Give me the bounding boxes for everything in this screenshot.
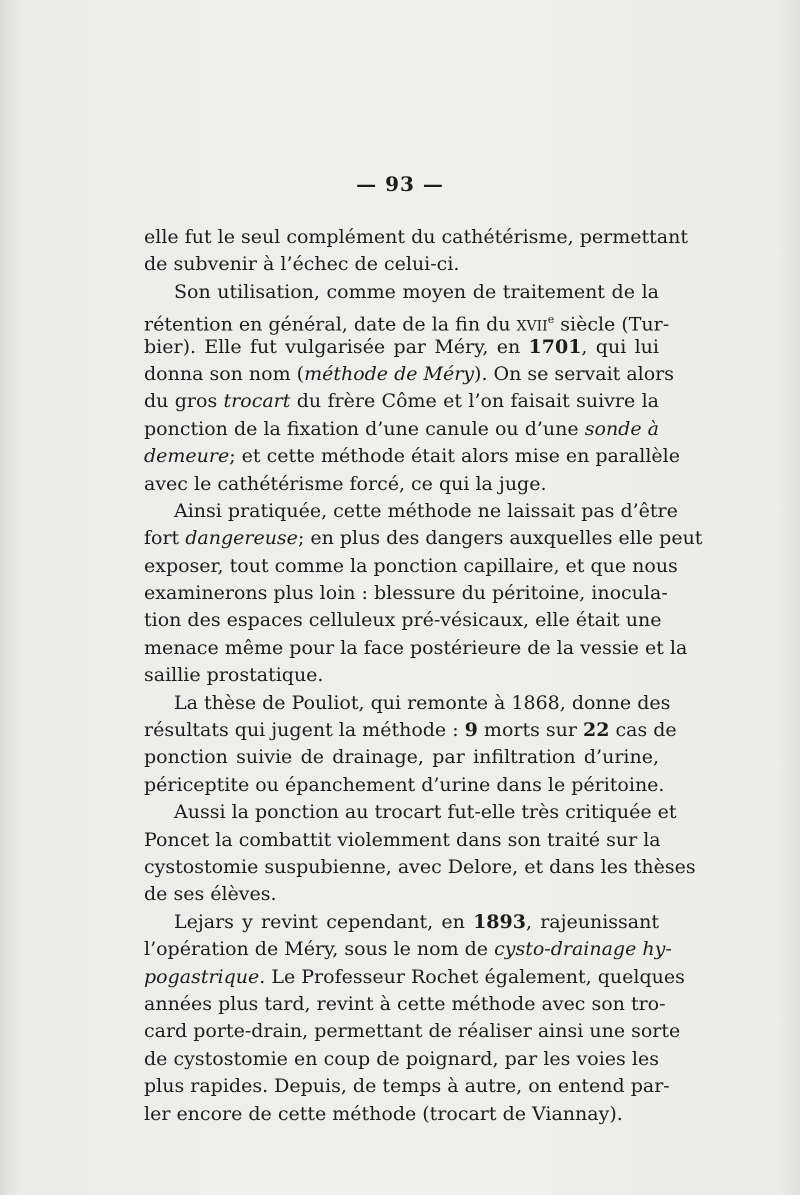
text-segment: 22 [583, 719, 610, 742]
text-segment: bier). Elle fut vulgarisée par Méry, en [144, 335, 529, 358]
text-line [144, 388, 659, 415]
text-segment: e [547, 313, 555, 327]
text-segment: du gros [144, 390, 224, 413]
text-segment: 1701 [528, 335, 582, 358]
text-segment: 1893 [473, 910, 526, 933]
text-line [144, 799, 677, 826]
text-segment: périceptite ou épanchement d’urine dans le péritoine. [144, 773, 665, 796]
text-line [144, 1073, 670, 1100]
text-segment: l’opération de Méry, sous le nom de [144, 938, 495, 961]
text-line [144, 306, 670, 336]
text-line [144, 827, 659, 854]
text-line [144, 964, 685, 991]
text-line [144, 607, 662, 634]
text-segment: examinerons plus loin : blessure du péritoine, inocula- [144, 582, 668, 605]
text-line [144, 224, 688, 251]
text-line [144, 635, 688, 662]
text-segment: ; en plus des dangers auxquelles elle peut [297, 527, 703, 550]
text-segment: tion des espaces celluleux pré-vésicaux, elle était une [144, 609, 662, 632]
text-line [144, 881, 659, 908]
text-line [144, 1046, 659, 1073]
text-line [144, 498, 678, 525]
text-segment: , rajeunissant [525, 910, 659, 933]
text-segment: elle fut le seul complément du cathétérisme, permettant [144, 226, 688, 248]
text-line [144, 1018, 681, 1045]
text-line [144, 279, 659, 306]
text-segment: dangereuse [185, 527, 298, 550]
text-segment: Son utilisation, comme moyen de traitement de la [174, 280, 659, 303]
text-segment: XVII [516, 318, 548, 335]
text-line [144, 361, 674, 388]
text-line [144, 580, 668, 607]
text-segment: de cystostomie en coup de poignard, par les voies les [144, 1047, 659, 1070]
text-line [144, 744, 659, 771]
text-segment: card porte-drain, permettant de réaliser ainsi une sorte [144, 1020, 681, 1043]
text-segment: années plus tard, revint à cette méthode avec son tro- [144, 992, 666, 1015]
text-segment: de ses élèves. [144, 883, 277, 906]
text-segment: ler encore de cette méthode (trocart de Viannay). [144, 1102, 623, 1125]
text-segment: Poncet la combattit violemment dans son traité sur la [144, 828, 661, 851]
text-segment: 9 [464, 719, 478, 742]
text-segment: cystostomie suspubienne, avec Delore, et dans les thèses [144, 855, 696, 878]
text-segment: Lejars y revint cependant, en [174, 910, 474, 933]
text-segment: La thèse de Pouliot, qui remonte à 1868, donne des [174, 691, 671, 714]
text-line [144, 553, 678, 580]
text-segment: du frère Côme et l’on faisait suivre la [290, 390, 659, 413]
text-segment: menace même pour la face postérieure de la vessie et la [144, 636, 688, 659]
text-segment: plus rapides. Depuis, de temps à autre, on entend par- [144, 1075, 670, 1098]
text-segment: de subvenir à l’échec de celui-ci. [144, 253, 460, 276]
text-segment: ponction suivie de drainage, par infiltration d’urine, [144, 746, 659, 769]
text-segment: résultats qui jugent la méthode : [144, 719, 465, 742]
text-line [144, 690, 671, 717]
text-line [144, 416, 659, 443]
text-line [144, 251, 659, 278]
text-segment: cysto-drainage hy- [494, 938, 672, 961]
text-segment: sonde à [584, 417, 659, 440]
text-segment: donna son nom ( [144, 362, 305, 385]
text-segment: méthode de Méry [304, 362, 475, 385]
text-segment: saillie prostatique. [144, 664, 324, 687]
text-segment: Ainsi pratiquée, cette méthode ne laissait pas d’être [174, 499, 678, 522]
text-line [144, 471, 659, 498]
page-number: — 93 — [356, 172, 444, 196]
text-line [144, 334, 659, 361]
text-line [144, 854, 696, 881]
text-segment: demeure [144, 445, 230, 468]
text-line [144, 443, 680, 470]
text-line [144, 717, 677, 744]
text-line [144, 936, 672, 963]
text-line [144, 909, 659, 936]
text-segment: ). On se servait alors [474, 362, 674, 385]
text-segment: fort [144, 527, 186, 550]
text-segment: Aussi la ponction au trocart fut-elle très critiquée et [174, 801, 677, 824]
text-line [144, 1101, 659, 1128]
text-segment: . Le Professeur Rochet également, quelques [259, 965, 685, 988]
text-segment: avec le cathétérisme forcé, ce qui la juge. [144, 472, 547, 495]
text-segment: trocart [223, 390, 291, 413]
text-segment: cas de [609, 719, 677, 742]
text-line [144, 525, 703, 552]
body-text [144, 224, 703, 1128]
text-line [144, 662, 659, 689]
text-line [144, 772, 665, 799]
text-segment: ponction de la fixation d’une canule ou d’une [144, 417, 585, 440]
text-line [144, 991, 666, 1018]
text-segment: , qui lui [581, 335, 659, 358]
text-segment: morts sur [477, 719, 584, 742]
text-segment: siècle (Tur- [554, 313, 670, 336]
text-segment: pogastrique [144, 965, 260, 988]
text-segment: ; et cette méthode était alors mise en parallèle [229, 445, 680, 468]
text-segment: rétention en général, date de la fin du [144, 313, 517, 336]
text-segment: exposer, tout comme la ponction capillaire, et que nous [144, 554, 678, 577]
